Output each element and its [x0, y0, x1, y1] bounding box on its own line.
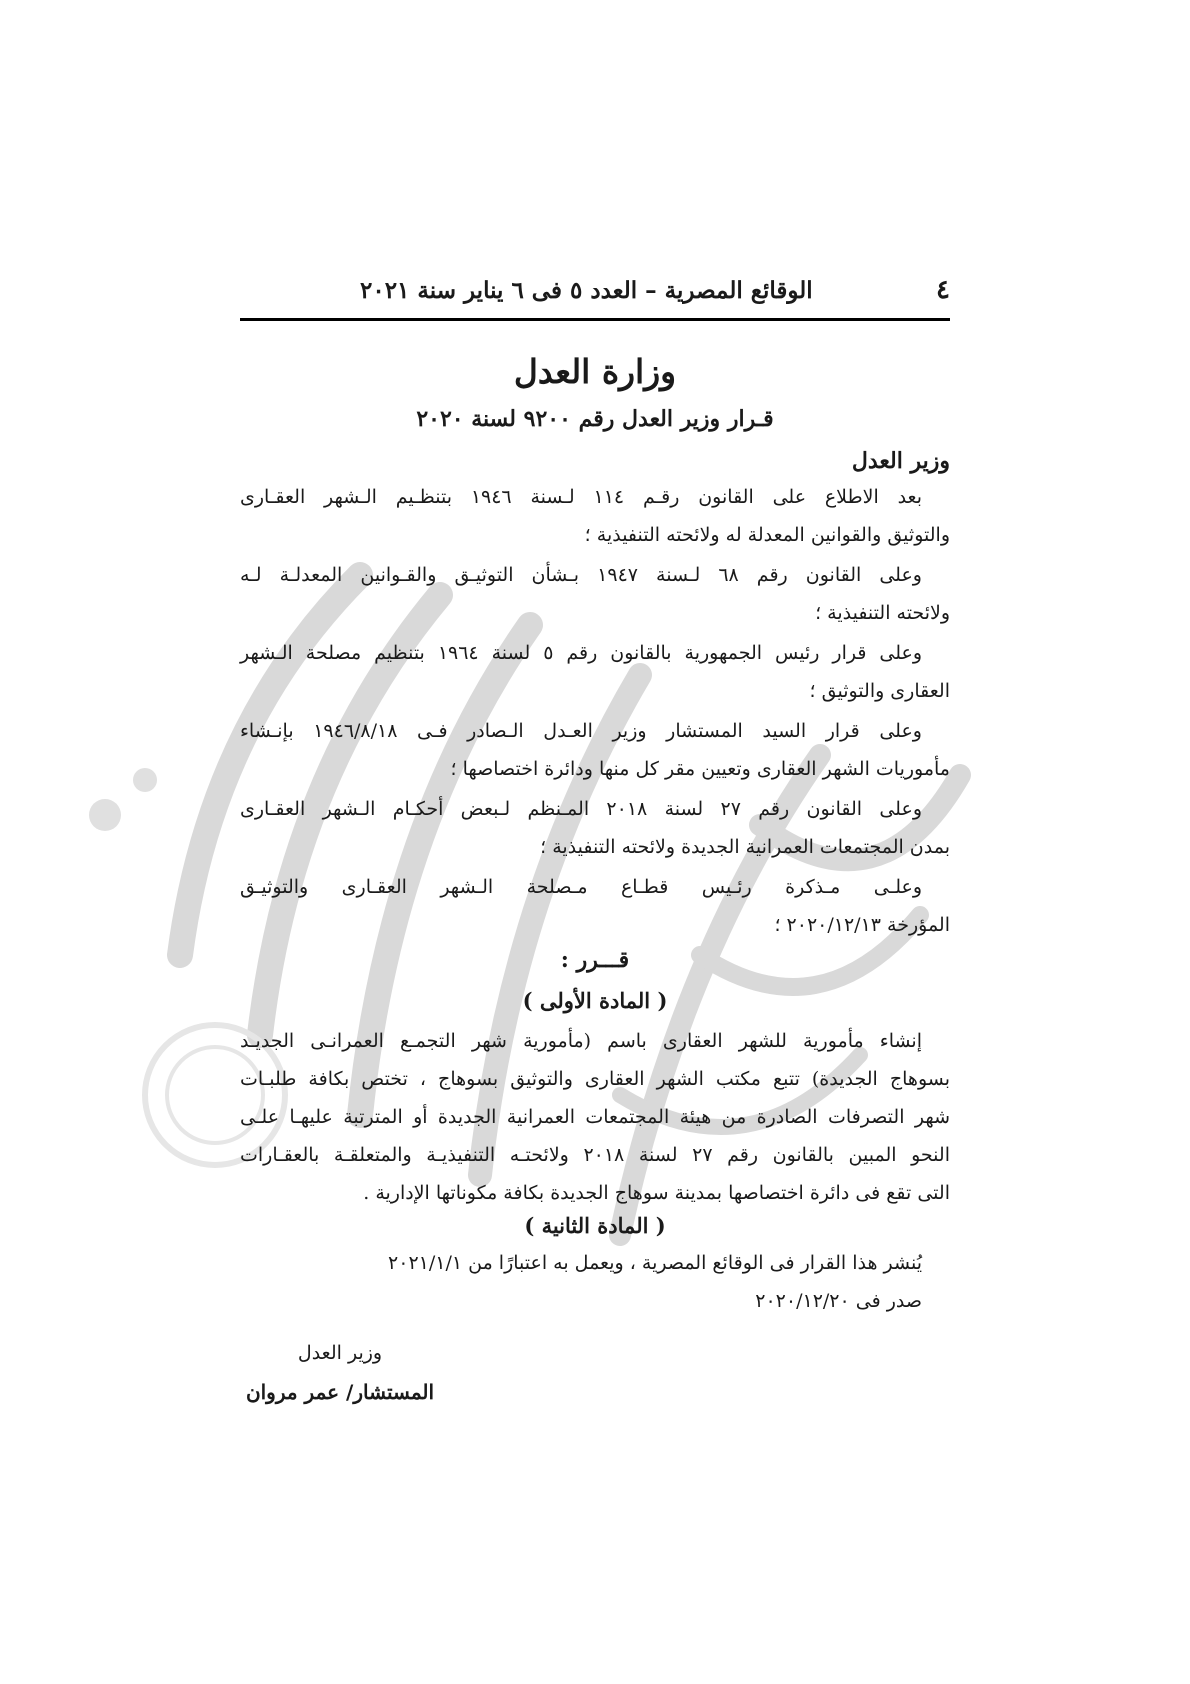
- signature-title: وزير العدل: [297, 1342, 383, 1364]
- paragraph-line: وعلـى مـذكرة رئـيس قطـاع مـصلحة الـشهر العقـارى والتوثيـق: [240, 876, 922, 898]
- header-divider: [240, 318, 950, 321]
- article-line: إنشاء مأمورية للشهر العقارى باسم (مأمورية شهر التجمـع العمرانـى الجديـد: [240, 1030, 922, 1052]
- minister-heading: وزير العدل: [851, 448, 950, 474]
- paragraph-line: مأموريات الشهر العقارى وتعيين مقر كل منها ودائرة اختصاصها ؛: [450, 758, 950, 780]
- article-two-text: يُنشر هذا القرار فى الوقائع المصرية ، ويعمل به اعتبارًا من ٢٠٢١/١/١: [388, 1252, 922, 1274]
- paragraph-line: العقارى والتوثيق ؛: [809, 680, 950, 702]
- article-two-heading: ( المادة الثانية ): [524, 1213, 666, 1238]
- paragraph-line: بمدن المجتمعات العمرانية الجديدة ولائحته التنفيذية ؛: [540, 836, 950, 858]
- decree-title: قـرار وزير العدل رقم ٩٢٠٠ لسنة ٢٠٢٠: [416, 406, 774, 432]
- journal-header: [240, 270, 950, 310]
- signature-name: المستشار/ عمر مروان: [245, 1380, 435, 1404]
- paragraph-line: المؤرخة ٢٠٢٠/١٢/١٣ ؛: [774, 914, 950, 936]
- preamble-paragraph: [240, 712, 950, 788]
- paragraph-line: والتوثيق والقوانين المعدلة له ولائحته التنفيذية ؛: [584, 524, 950, 546]
- preamble-paragraph: [240, 634, 950, 710]
- paragraph-line: وعلى قرار رئيس الجمهورية بالقانون رقم ٥ لسنة ١٩٦٤ بتنظيم مصلحة الـشهر: [240, 642, 922, 664]
- article-line: النحو المبين بالقانون رقم ٢٧ لسنة ٢٠١٨ ولائحتـه التنفيذيـة والمتعلقـة بالعقـارات: [240, 1144, 950, 1166]
- preamble-paragraph: [240, 478, 950, 554]
- paragraph-line: ولائحته التنفيذية ؛: [815, 602, 950, 624]
- article-line: بسوهاج الجديدة) تتبع مكتب الشهر العقارى والتوثيق بسوهاج ، تختص بكافة طلبـات: [240, 1068, 950, 1090]
- article-one-heading: ( المادة الأولى ): [522, 988, 668, 1013]
- article-line: التى تقع فى دائرة اختصاصها بمدينة سوهاج الجديدة بكافة مكوناتها الإدارية .: [363, 1182, 950, 1204]
- paragraph-line: وعلى القانون رقم ٦٨ لـسنة ١٩٤٧ بـشأن التوثيـق والقـوانين المعدلـة لـه: [240, 564, 922, 586]
- ministry-title: وزارة العدل: [513, 352, 677, 391]
- article-one-text: [240, 1022, 950, 1212]
- paragraph-line: وعلى قرار السيد المستشار وزير العـدل الـصادر فـى ١٩٤٦/٨/١٨ بإنـشاء: [240, 720, 922, 742]
- paragraph-line: بعد الاطلاع على القانون رقـم ١١٤ لـسنة ١٩٤٦ بتنظـيم الـشهر العقـارى: [240, 486, 922, 508]
- journal-issue-line: الوقائع المصرية – العدد ٥ فى ٦ يناير سنة ٢٠٢١: [360, 276, 813, 304]
- preamble-paragraph: [240, 790, 950, 866]
- issued-date: صدر فى ٢٠٢٠/١٢/٢٠: [755, 1290, 922, 1312]
- article-line: شهر التصرفات الصادرة من هيئة المجتمعات العمرانية الجديدة أو المترتبة عليهـا علـى: [240, 1106, 950, 1128]
- preamble-paragraph: [240, 556, 950, 632]
- preamble-paragraph: [240, 868, 950, 944]
- decided-heading: قـــرر :: [560, 947, 630, 973]
- paragraph-line: وعلى القانون رقم ٢٧ لسنة ٢٠١٨ المـنظم لـبعض أحكـام الـشهر العقـارى: [240, 798, 922, 820]
- page-number: ٤: [936, 275, 950, 305]
